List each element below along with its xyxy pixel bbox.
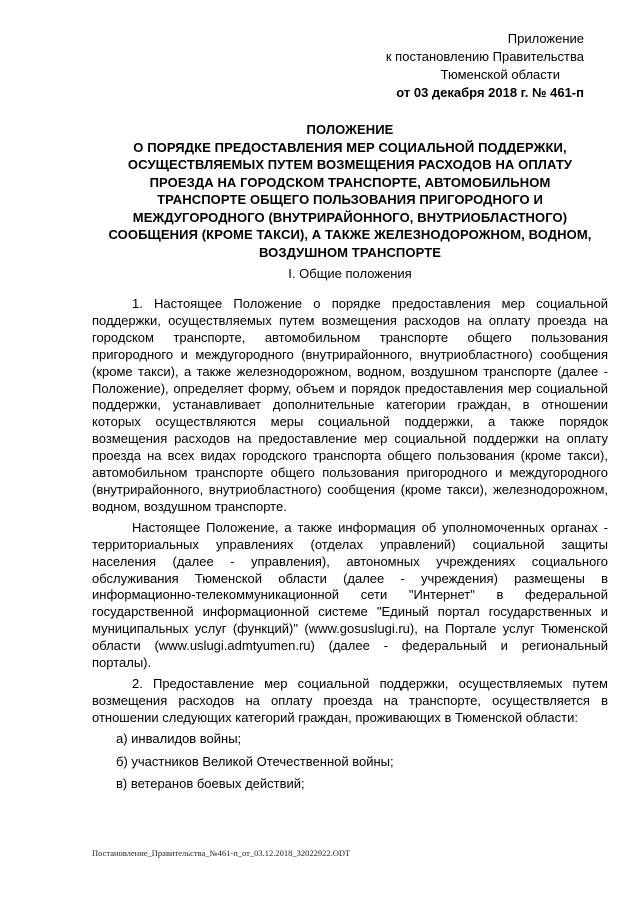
paragraph: 2. Предоставление мер социальной поддержки, осуществляемых путем возмещения расходов на оплату проезда на транспорте, осуществляется в отношении следующих категорий граждан, проживающих в Тюменской области: <box>92 675 608 725</box>
document-body <box>92 296 608 799</box>
document-title <box>90 121 610 261</box>
list-item: а) инвалидов войны; <box>116 730 242 746</box>
title-line: ПОЛОЖЕНИЕ <box>306 122 394 137</box>
appendix-label: Приложение <box>507 31 584 46</box>
file-footer: Постановление_Правительства_№461-п_от_03.12.2018_32022922.ODT <box>92 848 351 858</box>
paragraph: Настоящее Положение, а также информация об уполномоченных органах - территориальных управлениях (отделах управлений) социальной защиты населения (далее - управления), автономных учреждениях социального обслуживания Тюменской области (далее - учреждения) размещены в информационно-телекоммуникационной сети "Интернет" в федеральной государственной информационной системе "Единый портал государственных и муниципальных услуг (функций)" (www.gosuslugi.ru), на Портале услуг Тюменской области (www.uslugi.admtyumen.ru) (далее - федеральный и региональный порталы). <box>92 519 608 671</box>
appendix-region: Тюменской области <box>440 67 560 82</box>
title-line: СООБЩЕНИЯ (КРОМЕ ТАКСИ), А ТАКЖЕ ЖЕЛЕЗНОДОРОЖНОМ, ВОДНОМ, <box>108 227 592 242</box>
list-item: б) участников Великой Отечественной войны; <box>116 753 394 769</box>
title-line: МЕЖДУГОРОДНОГО (ВНУТРИРАЙОННОГО, ВНУТРИОБЛАСТНОГО) <box>132 209 568 225</box>
appendix-block <box>386 30 584 102</box>
title-line: ПРОЕЗДА НА ГОРОДСКОМ ТРАНСПОРТЕ, АВТОМОБИЛЬНОМ <box>149 174 551 190</box>
paragraph: 1. Настоящее Положение о порядке предоставления мер социальной поддержки, осуществляемых путем возмещения расходов на оплату проезда на городском транспорте, автомобильном транспорте общего пользования пригородного и междугородного (внутрирайонного, внутриобластного) сообщения (кроме такси), а также железнодорожном, водном, воздушном транспорте (далее - Положение), определяет форму, объем и порядок предоставления мер социальной поддержки, устанавливает дополнительные категории граждан, в отношении которых осуществляются меры социальной поддержки, а также порядок возмещения расходов на предоставление мер социальной поддержки на оплату проезда на всех видах городского транспорта общего пользования (кроме такси), автомобильном транспорте общего пользования пригородного и междугородного (внутрирайонного, внутриобластного) сообщения (кроме такси), железнодорожном, водном, воздушном транспорте. <box>92 296 608 514</box>
list-item: в) ветеранов боевых действий; <box>116 776 305 792</box>
title-line: ТРАНСПОРТЕ ОБЩЕГО ПОЛЬЗОВАНИЯ ПРИГОРОДНОГО И <box>157 192 543 207</box>
appendix-date-number: от 03 декабря 2018 г. № 461-п <box>396 85 584 100</box>
section-heading: I. Общие положения <box>288 266 412 281</box>
title-line: ВОЗДУШНОМ ТРАНСПОРТЕ <box>258 244 442 260</box>
appendix-resolution-ref: к постановлению Правительства <box>385 49 584 64</box>
title-line: ОСУЩЕСТВЛЯЕМЫХ ПУТЕМ ВОЗМЕЩЕНИЯ РАСХОДОВ НА ОПЛАТУ <box>127 157 573 172</box>
title-line: О ПОРЯДКЕ ПРЕДОСТАВЛЕНИЯ МЕР СОЦИАЛЬНОЙ ПОДДЕРЖКИ, <box>133 139 567 155</box>
